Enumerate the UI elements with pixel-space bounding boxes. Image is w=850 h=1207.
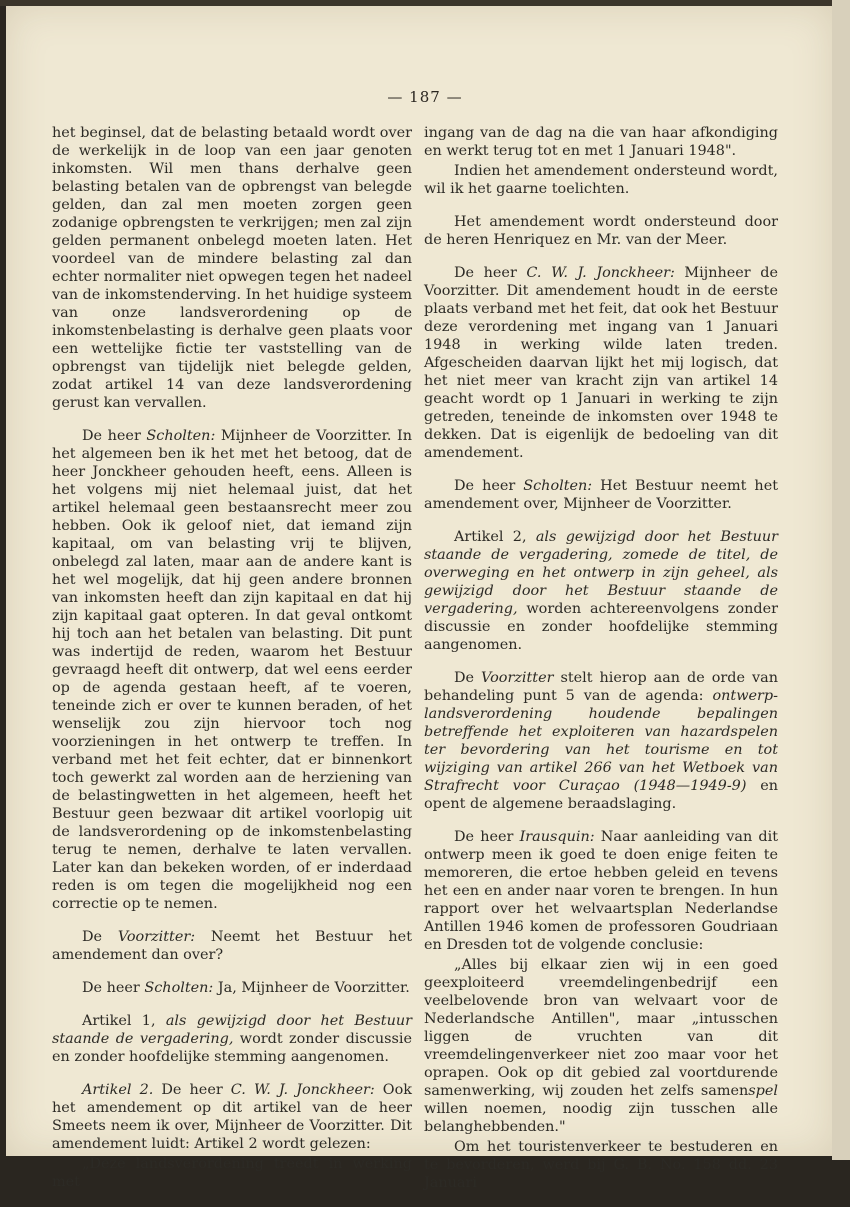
speaker-name: Scholten: xyxy=(146,428,216,444)
result-text: wordt zonder discussie en zonder hoofdelijke stemming aangenomen. xyxy=(52,1031,412,1065)
speaker-prefix: De heer xyxy=(153,1082,231,1098)
paragraph xyxy=(424,162,778,198)
article-heading: Artikel 2. xyxy=(82,1082,154,1098)
article-1-result xyxy=(52,1012,412,1066)
quoted-article-end xyxy=(424,124,778,160)
article-prefix: Artikel 1, xyxy=(82,1013,166,1029)
article-2-result xyxy=(424,528,778,654)
speech-text: Naar aanleiding van dit ontwerp meen ik goed te doen enige feiten te memoreren, die ertoe hebben geleid en tevens het een en ander naar voren te brengen. In hun rapport over het welvaartsplan Nederlandse Antillen 1946 komen de professoren Goudriaan en Dresden tot de volgende conclusie: xyxy=(424,829,778,953)
speaker-prefix: De heer xyxy=(82,980,145,996)
speech-scholten-reply xyxy=(52,979,412,997)
italic-clause: als gewijzigd door het Bestuur staande de vergadering, xyxy=(52,1013,413,1047)
speech-text: Mijnheer de Voorzitter. Dit amendement houdt in de eerste plaats verband met het feit, dat ook het Bestuur deze verordening met ingang van 1 Januari 1948 in werking wilde laten treden. Afgescheiden daarvan lijkt het mij logisch, dat het niet meer van kracht zijn van artikel 14 geacht wordt op 1 Januari in werking te zijn getreden, teneinde de inkomsten over 1948 te dekken. Dat is eigenlijk de bedoeling van dit amendement. xyxy=(424,265,778,461)
speaker-prefix: De heer xyxy=(82,428,147,444)
speech-scholten xyxy=(52,427,412,913)
paragraph xyxy=(52,124,412,412)
scan-right-border xyxy=(832,0,850,1160)
paragraph-text: Om het touristenverkeer te bestuderen en te bevorderen, werd bij G. B. No. 158 dd. 23 Januari xyxy=(424,1139,778,1191)
speaker-prefix: De heer xyxy=(454,265,527,281)
speaker-prefix: De heer xyxy=(454,478,524,494)
paragraph-text: Indien het amendement ondersteund wordt, wil ik het gaarne toelichten. xyxy=(424,163,778,197)
speech-text: Mijnheer de Voorzitter. In het algemeen ben ik het met het betoog, dat de heer Jonckheer gehouden heeft, eens. Alleen is het volgens mij niet helemaal juist, dat het artikel helemaal geen bestaansrecht meer zou hebben. Ook ik geloof niet, dat iemand zijn kapitaal, om van belasting vrij te blijven, onbelegd zal laten, maar aan de andere kant is het wel mogelijk, dat hij geen andere bronnen van inkomsten heeft dan zijn kapitaal en dat hij zijn kapitaal gaat opteren. In dat geval ontkomt hij toch aan het betalen van belasting. Dit punt was indertijd de reden, waarom het Bestuur gevraagd heeft dit ontwerp, dat wel eens eerder op de agenda gestaan heeft, af te voeren, teneinde zich er over te kunnen beraden, of het wenselijk zou zijn hiervoor toch nog voorzieningen in het ontwerp te treffen. In verband met het feit echter, dat er binnenkort toch gewerkt zal worden aan de herziening van de belastingwetten in het algemeen, heeft het Bestuur geen bezwaar dit artikel voorlopig uit de landsverordening op de inkomstenbelasting terug te nemen, derhalve te laten vervallen. Later kan dan bekeken worden, of er inderdaad reden is om tegen die mogelijkheid nog een correctie op te nemen. xyxy=(52,428,412,912)
paragraph-text: Het amendement wordt ondersteund door de heren Henriquez en Mr. van der Meer. xyxy=(424,214,778,248)
quote-text-end: willen noemen, noodig zijn tusschen alle belanghebbenden." xyxy=(424,1101,778,1135)
speech-irausquin xyxy=(424,828,778,954)
agenda-text-end: en opent de algemene beraadslaging. xyxy=(424,778,779,812)
speech-jonckheer xyxy=(424,264,778,462)
page-number: — 187 — xyxy=(387,88,463,106)
support-note xyxy=(424,213,778,249)
speech-text: Ja, Mijnheer de Voorzitter. xyxy=(213,980,410,996)
left-column xyxy=(52,124,412,1206)
speaker-name: Voorzitter xyxy=(481,670,554,686)
speech-voorzitter xyxy=(52,928,412,964)
speaker-prefix: De xyxy=(454,670,482,686)
quote-text: ingang van de dag na die van haar afkondiging en werkt terug tot en met 1 Januari 1948". xyxy=(424,125,778,159)
agenda-item-5 xyxy=(424,669,778,813)
speech-text: Het Bestuur neemt het amendement over, Mijnheer de Voorzitter. xyxy=(424,478,778,512)
speech-scholten-accept xyxy=(424,477,778,513)
quote-text: „Deze landsverordening treedt in werking met xyxy=(52,1156,412,1190)
quoted-article-start xyxy=(52,1155,412,1191)
speech-text: Ook het amendement op dit artikel van de heer Smeets neem ik over, Mijnheer de Voorzitter. Dit amendement luidt: Artikel 2 wordt gelezen: xyxy=(52,1082,412,1152)
bill-title: ontwerp-landsverordening houdende bepalingen betreffende het exploiteren van hazardspelen ter bevordering van het tourisme en tot wijziging van artikel 266 van het Wetboek van Strafrecht voor Curaçao (1948—1949-9) xyxy=(424,688,778,794)
speaker-name: C. W. J. Jonckheer: xyxy=(526,265,675,281)
italic-word: spel xyxy=(748,1083,778,1099)
article-2-speech xyxy=(52,1081,412,1153)
agenda-text: stelt hierop aan de orde van behandeling punt 5 van de agenda: xyxy=(424,670,778,704)
speaker-prefix: De xyxy=(82,929,118,945)
speaker-name: Scholten: xyxy=(144,980,214,996)
speaker-prefix: De heer xyxy=(454,829,520,845)
paragraph-touristenverkeer xyxy=(424,1138,778,1192)
speaker-name: C. W. J. Jonckheer: xyxy=(230,1082,375,1098)
quote-text: „Alles bij elkaar zien wij in een goed geexploiteerd vreemdelingenbedrijf een veelbelovende bron van welvaart voor de Nederlandsche Antillen", maar „intusschen liggen de vruchten van dit vreemdelingenverkeer niet zoo maar voor het oprapen. Ook op dit gebied zal voortdurende samenwerking, wij zouden het zelfs samen xyxy=(424,957,778,1099)
speaker-name: Irausquin: xyxy=(519,829,595,845)
speaker-name: Voorzitter: xyxy=(117,929,196,945)
speech-text: Neemt het Bestuur het amendement dan over? xyxy=(52,929,412,963)
result-text: worden achtereenvolgens zonder discussie en zonder hoofdelijke stemming aangenomen. xyxy=(424,601,778,653)
article-prefix: Artikel 2, xyxy=(454,529,536,545)
report-quote xyxy=(424,956,778,1136)
speaker-name: Scholten: xyxy=(523,478,593,494)
italic-clause: als gewijzigd door het Bestuur staande de vergadering, zomede de titel, de overweging en het ontwerp in zijn geheel, als gewijzigd door het Bestuur staande de vergadering, xyxy=(424,529,779,617)
paragraph-text: het beginsel, dat de belasting betaald wordt over de werkelijk in de loop van een jaar genoten inkomsten. Wil men thans derhalve geen belasting betalen van de opbrengst van belegde gelden, dan zal men moeten zorgen geen zodanige opbrengsten te verkrijgen; men zal zijn gelden permanent onbelegd moeten laten. Het voordeel van de mindere belasting zal dan echter normaliter niet opwegen tegen het nadeel van de inkomstenderving. In het huidige systeem van onze landsverordening op de inkomstenbelasting is derhalve geen plaats voor een wettelijke fictie ter vaststelling van de opbrengst van tijdelijk niet belegde gelden, zodat artikel 14 van deze landsverordening gerust kan vervallen. xyxy=(52,125,412,411)
right-column xyxy=(424,124,778,1207)
